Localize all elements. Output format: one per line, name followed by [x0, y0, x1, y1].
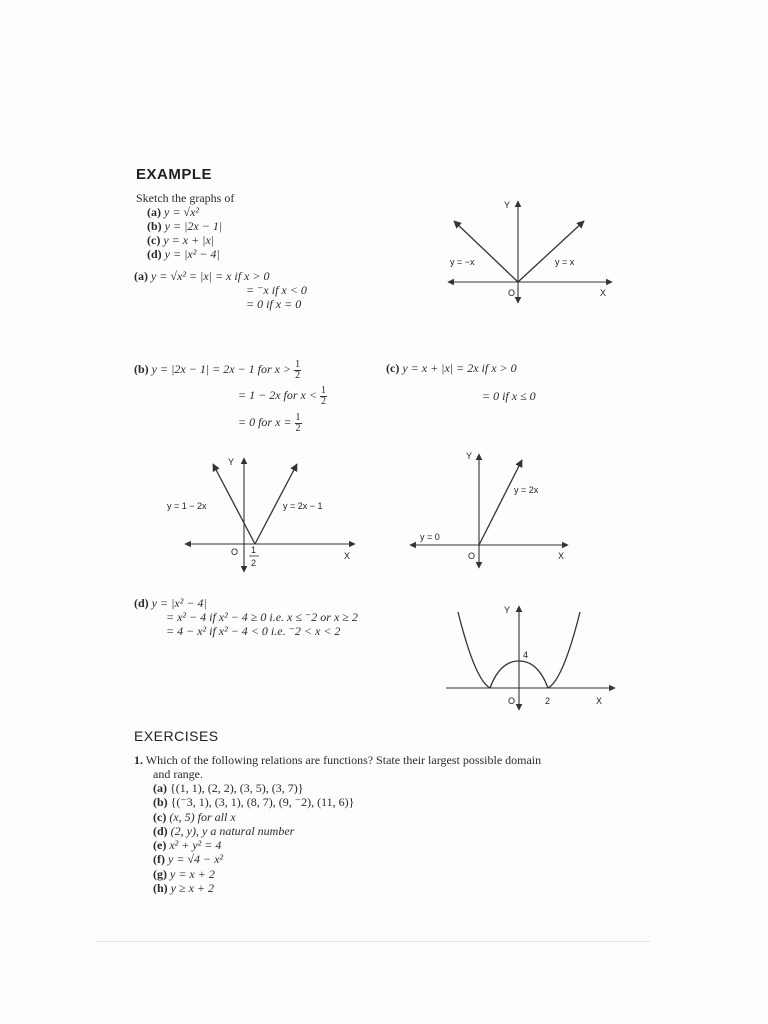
example-heading: EXAMPLE	[136, 166, 213, 183]
exercise-item-c: (c) (x, 5) for all x	[153, 809, 236, 824]
exercise-item-b: (b) {(⁻3, 1), (3, 1), (8, 7), (9, ⁻2), (11, 6)}	[153, 795, 355, 810]
tick-half-den: 2	[251, 558, 257, 568]
graph-d	[440, 600, 620, 725]
left-line-label: y = −x	[450, 257, 475, 267]
exercise-1: 1. Which of the following relations are functions? State their largest possible domain and range.	[134, 753, 542, 781]
line-pos-x	[518, 221, 584, 282]
right-line-label: y = 2x − 1	[283, 501, 323, 511]
solution-d: (d) y = |x² − 4| = x² − 4 if x² − 4 ≥ 0 i.e. x ≤ ⁻2 or x ≥ 2 = 4 − x² if x² − 4 < 0 i.e. ⁻2 < x < 2	[134, 596, 358, 638]
graph-b	[165, 452, 365, 574]
y-axis-label: Y	[504, 200, 511, 210]
line-1-minus-2x	[213, 464, 255, 544]
y-axis-label: Y	[504, 605, 511, 615]
exercises-heading: EXERCISES	[134, 728, 219, 744]
curve-left-branch	[458, 612, 490, 688]
exercise-item-e: (e) x² + y² = 4	[153, 838, 222, 853]
y-axis-label: Y	[228, 457, 235, 467]
solution-c: (c) y = x + |x| = 2x if x > 0 = 0 if x ≤ 0	[386, 361, 536, 403]
line-2x	[479, 460, 522, 545]
exercise-item-f: (f) y = √4 − x²	[153, 852, 224, 867]
exercise-items	[153, 782, 354, 896]
line-neg-x	[454, 221, 518, 282]
x-axis-label: X	[344, 551, 351, 561]
x-axis-label: X	[596, 696, 603, 706]
example-parts-list	[147, 206, 222, 262]
tick-half-num: 1	[251, 545, 257, 555]
left-line-label: y = 1 − 2x	[167, 501, 207, 511]
x-axis-label: X	[600, 288, 607, 298]
x-tick-label: 2	[545, 696, 551, 706]
y-tick-label: 4	[523, 650, 529, 660]
part-d: (d) y = |x² − 4|	[147, 247, 220, 261]
page-bottom-rule	[95, 941, 650, 942]
right-line-label: y = x	[555, 257, 575, 267]
solution-b: (b) y = |2x − 1| = 2x − 1 for x > $\frac{1}{2}$ = 1 − 2x for x < $\frac{1}{2}$ = 0 for x = $\frac{1}{2}$	[134, 358, 326, 434]
part-b: (b) y = |2x − 1|	[147, 219, 223, 233]
part-a: (a) y = √x²	[147, 205, 199, 219]
exercise-item-a: (a) {(1, 1), (2, 2), (3, 5), (3, 7)}	[153, 781, 304, 795]
part-c: (c) y = x + |x|	[147, 233, 215, 247]
origin-label: O	[468, 551, 476, 561]
example-intro: Sketch the graphs of	[136, 191, 235, 205]
origin-label: O	[231, 547, 239, 557]
exercise-item-d: (d) (2, y), y a natural number	[153, 823, 295, 838]
graph-a	[440, 195, 620, 310]
right-line-label: y = 2x	[514, 485, 539, 495]
solution-a: (a) y = √x² = |x| = x if x > 0 = ⁻x if x < 0 = 0 if x = 0	[134, 269, 307, 311]
origin-label: O	[508, 288, 516, 298]
y-axis-label: Y	[466, 451, 473, 461]
graph-c	[400, 448, 580, 570]
curve-right-branch	[548, 612, 580, 688]
left-line-label: y = 0	[420, 532, 440, 542]
exercise-item-g: (g) y = x + 2	[153, 866, 215, 881]
exercise-item-h: (h) y ≥ x + 2	[153, 881, 215, 896]
origin-label: O	[508, 696, 516, 706]
x-axis-label: X	[558, 551, 565, 561]
